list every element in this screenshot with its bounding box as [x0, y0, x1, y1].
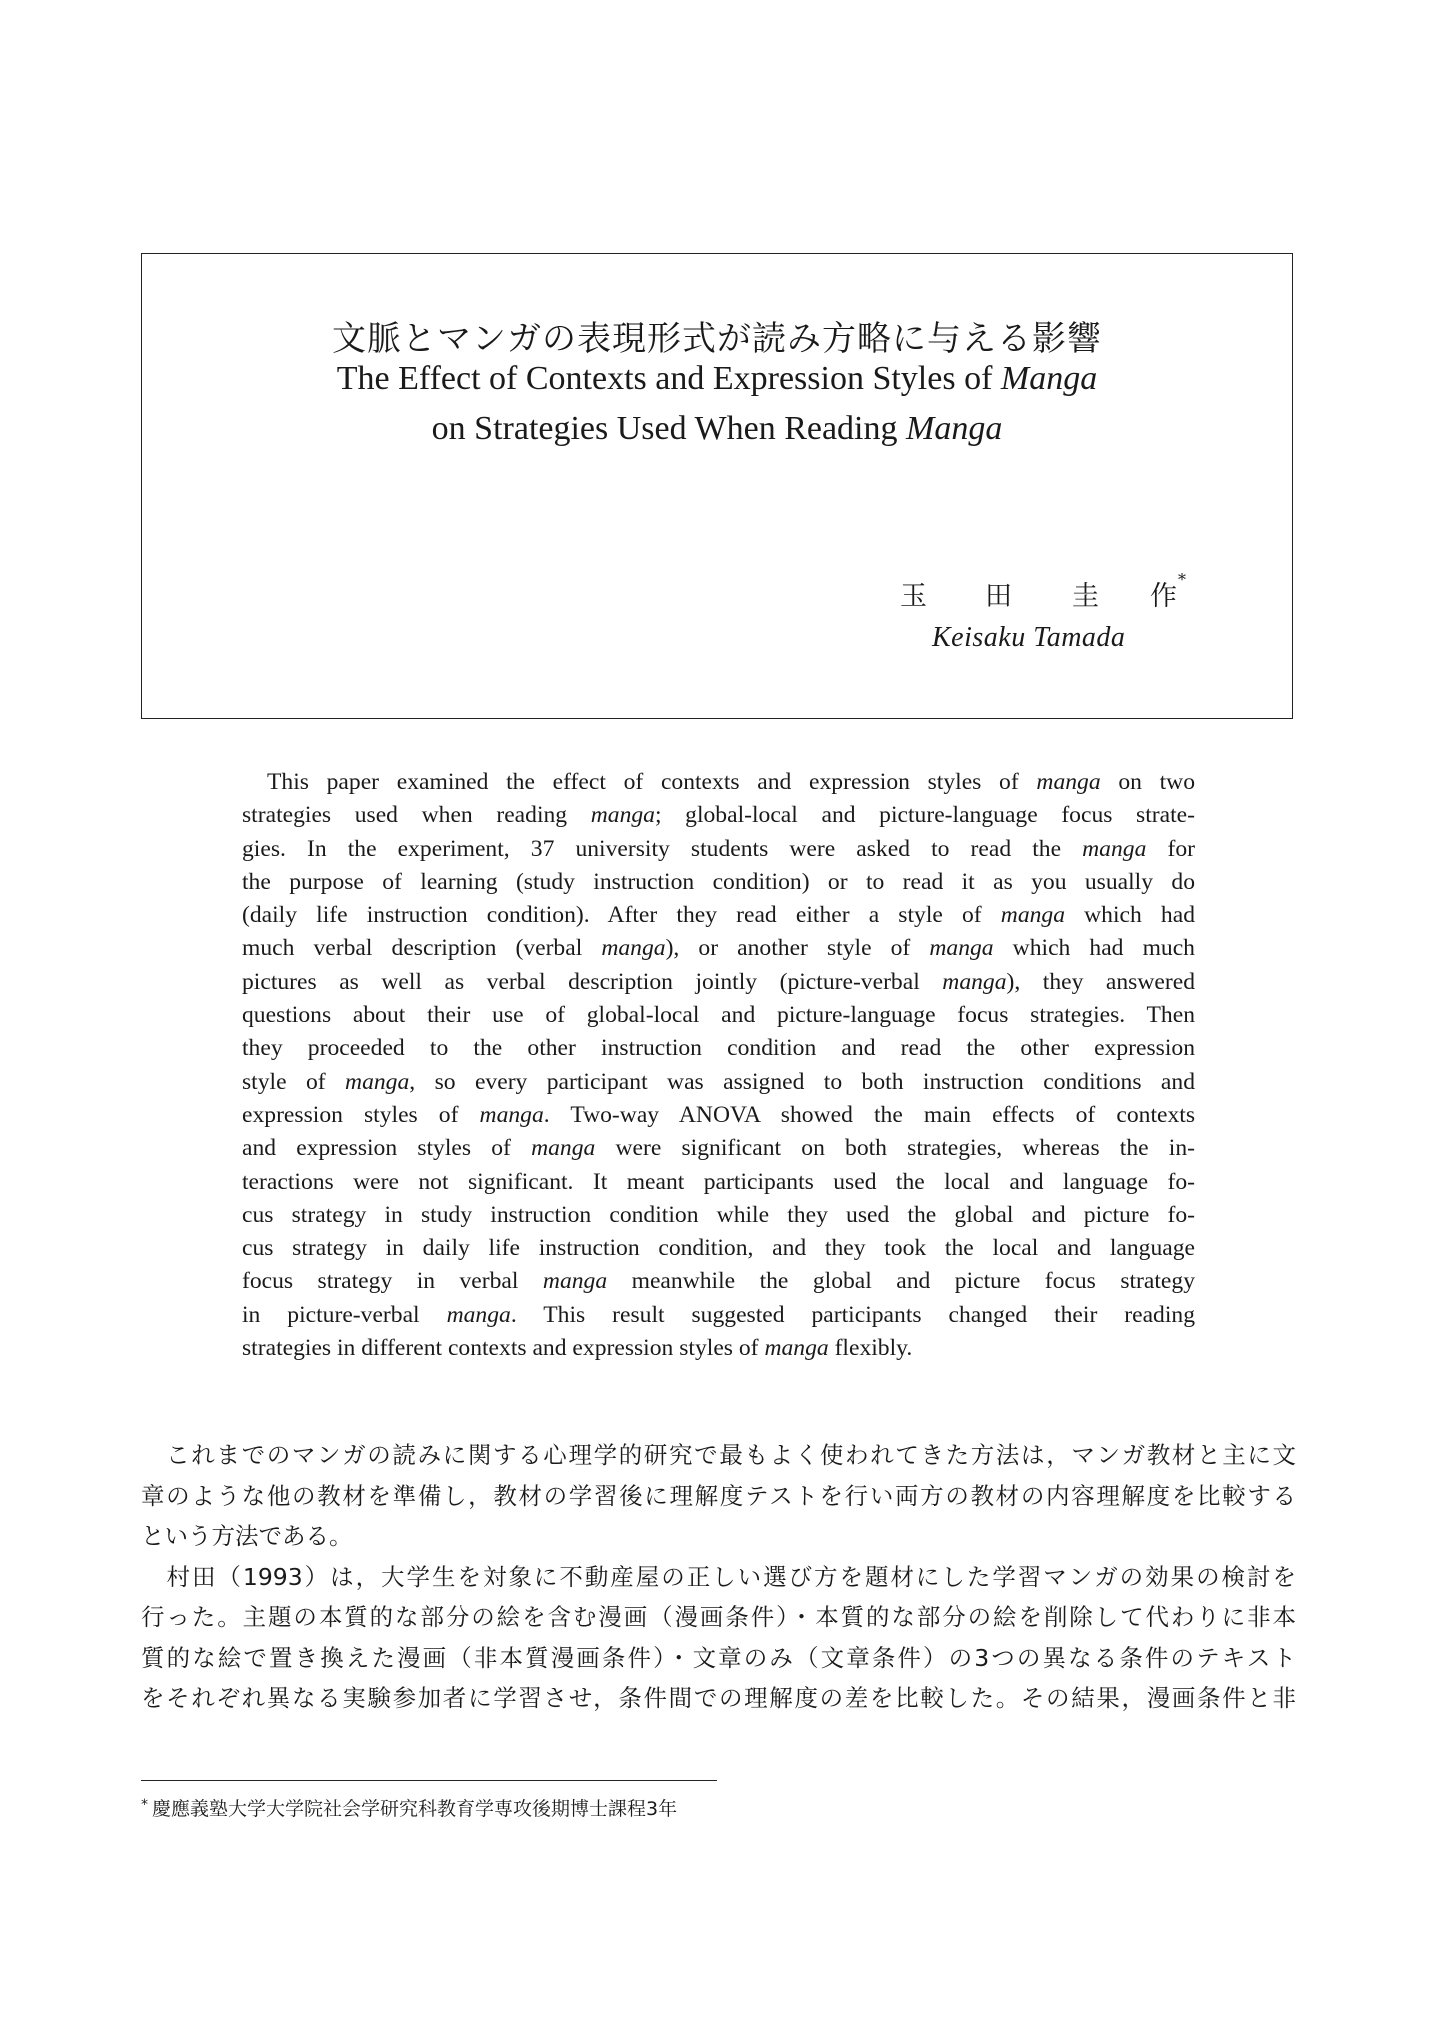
abstract-text: style of — [242, 1068, 346, 1095]
body-line: 章のような他の教材を準備し，教材の学習後に理解度テストを行い両方の教材の内容理解度を比較する — [141, 1481, 1296, 1510]
abstract-line — [242, 1332, 1195, 1365]
abstract-line — [242, 799, 1195, 832]
abstract-italic-term: manga — [601, 935, 666, 962]
abstract-italic-term: manga — [1036, 769, 1101, 795]
abstract-text: strategies used when reading — [242, 802, 591, 829]
abstract-text: for — [1146, 835, 1195, 862]
abstract-italic-term: manga — [542, 1268, 608, 1295]
abstract-text: (daily life instruction condition). After they read either a style of — [242, 902, 1001, 929]
abstract-text: . Two-way ANOVA showed the main effects of contexts — [543, 1101, 1195, 1128]
abstract-text: strategies in different contexts and expression styles of — [242, 1335, 765, 1362]
abstract-text: This paper examined the effect of contexts and expression styles of — [267, 769, 1037, 795]
abstract-line — [242, 1166, 1195, 1199]
footnote-mark: * — [1178, 570, 1186, 589]
abstract-italic-term: manga — [479, 1101, 544, 1128]
body-line: という方法である。 — [141, 1522, 353, 1550]
body-line: これまでのマンガの読みに関する心理学的研究で最もよく使われてきた方法は，マンガ教材と主に文 — [141, 1441, 1296, 1469]
abstract-line — [242, 932, 1195, 965]
abstract-line — [242, 1032, 1195, 1065]
abstract-line — [242, 1232, 1195, 1265]
abstract-line — [242, 833, 1195, 866]
abstract-italic-term: manga — [929, 935, 994, 962]
abstract — [242, 766, 1195, 1365]
author-char: 玉 — [900, 581, 927, 612]
title-english-line-1 — [142, 360, 1292, 398]
abstract-text: meanwhile the global and picture focus strategy — [607, 1268, 1196, 1295]
title-english-text: on Strategies Used When Reading — [431, 410, 906, 447]
body-text — [141, 1435, 1296, 1719]
abstract-text: ), or another style of — [665, 935, 930, 962]
abstract-line — [242, 899, 1195, 932]
title-english-italic: Manga — [1000, 360, 1098, 397]
abstract-italic-term: manga — [345, 1068, 410, 1095]
footnote-divider — [141, 1780, 717, 1781]
abstract-line — [242, 866, 1195, 899]
author-name-english: Keisaku Tamada — [932, 622, 1126, 653]
abstract-text: ; global-local and picture-language focus strate- — [654, 802, 1196, 829]
abstract-text: on two — [1100, 769, 1196, 795]
abstract-italic-term: manga — [1082, 835, 1147, 862]
abstract-text: . This result suggested participants changed their reading — [510, 1301, 1196, 1328]
abstract-text: expression styles of — [242, 1101, 480, 1128]
abstract-line — [242, 1132, 1195, 1165]
abstract-text: the purpose of learning (study instruction condition) or to read it as you usually do — [242, 868, 1195, 895]
abstract-italic-term: manga — [764, 1335, 829, 1362]
title-english-line-2 — [142, 410, 1292, 448]
abstract-text: questions about their use of global-local and picture-language focus strategies. Then — [242, 1002, 1195, 1029]
abstract-line — [242, 1199, 1195, 1232]
abstract-line — [242, 1265, 1195, 1298]
abstract-text: they proceeded to the other instruction condition and read the other expression — [242, 1035, 1195, 1062]
body-line: 質的な絵で置き換えた漫画（非本質漫画条件）・文章のみ（文章条件）の3つの異なる条件のテキスト — [141, 1643, 1296, 1672]
abstract-text: cus strategy in daily life instruction condition, and they took the local and language — [242, 1235, 1195, 1262]
abstract-text: focus strategy in verbal — [242, 1268, 543, 1295]
abstract-text: ), they answered — [1006, 968, 1196, 995]
abstract-line — [242, 966, 1195, 999]
title-english-italic: Manga — [906, 410, 1003, 447]
abstract-text: in picture-verbal — [242, 1301, 447, 1328]
title-english-text: The Effect of Contexts and Expression Styles of — [336, 360, 1001, 397]
abstract-line — [242, 1066, 1195, 1099]
abstract-italic-term: manga — [942, 968, 1007, 995]
abstract-line — [242, 1099, 1195, 1132]
abstract-text: were significant on both strategies, whereas the in- — [595, 1135, 1196, 1162]
author-char: 田 — [985, 581, 1012, 612]
abstract-italic-term: manga — [1000, 902, 1066, 929]
abstract-line — [242, 1299, 1195, 1332]
abstract-text: which had — [1065, 902, 1195, 929]
abstract-italic-term: manga — [531, 1135, 596, 1162]
abstract-text: cus strategy in study instruction condition while they used the global and picture fo- — [242, 1201, 1195, 1228]
body-line: 行った。主題の本質的な部分の絵を含む漫画（漫画条件）・本質的な部分の絵を削除して代わりに非本 — [141, 1603, 1296, 1631]
title-japanese: 文脈とマンガの表現形式が読み方略に与える影響 — [332, 319, 1102, 359]
footnote-mark: * — [141, 1797, 148, 1813]
abstract-text: much verbal description (verbal — [242, 935, 602, 962]
author-char: 作 — [1150, 581, 1177, 612]
abstract-text: which had much — [993, 935, 1195, 962]
title-box — [141, 253, 1293, 719]
abstract-line — [242, 999, 1195, 1032]
footnote-text: 慶應義塾大学大学院社会学研究科教育学専攻後期博士課程3年 — [152, 1798, 678, 1820]
body-line: 村田（1993）は，大学生を対象に不動産屋の正しい選び方を題材にした学習マンガの効果の検討を — [141, 1562, 1296, 1591]
abstract-text: teractions were not significant. It meant participants used the local and language fo- — [242, 1168, 1195, 1195]
abstract-text: and expression styles of — [242, 1135, 532, 1162]
abstract-text: flexibly. — [828, 1335, 913, 1362]
author-char: 圭 — [1072, 581, 1099, 612]
abstract-text: gies. In the experiment, 37 university students were asked to read the — [242, 835, 1083, 862]
abstract-italic-term: manga — [590, 802, 655, 829]
footnote — [141, 1794, 677, 1821]
abstract-text: , so every participant was assigned to both instruction conditions and — [409, 1068, 1196, 1095]
abstract-italic-term: manga — [446, 1301, 511, 1328]
abstract-line — [242, 766, 1195, 799]
abstract-text: pictures as well as verbal description jointly (picture-verbal — [242, 968, 943, 995]
body-line: をそれぞれ異なる実験参加者に学習させ，条件間での理解度の差を比較した。その結果，漫画条件と非 — [141, 1684, 1296, 1712]
